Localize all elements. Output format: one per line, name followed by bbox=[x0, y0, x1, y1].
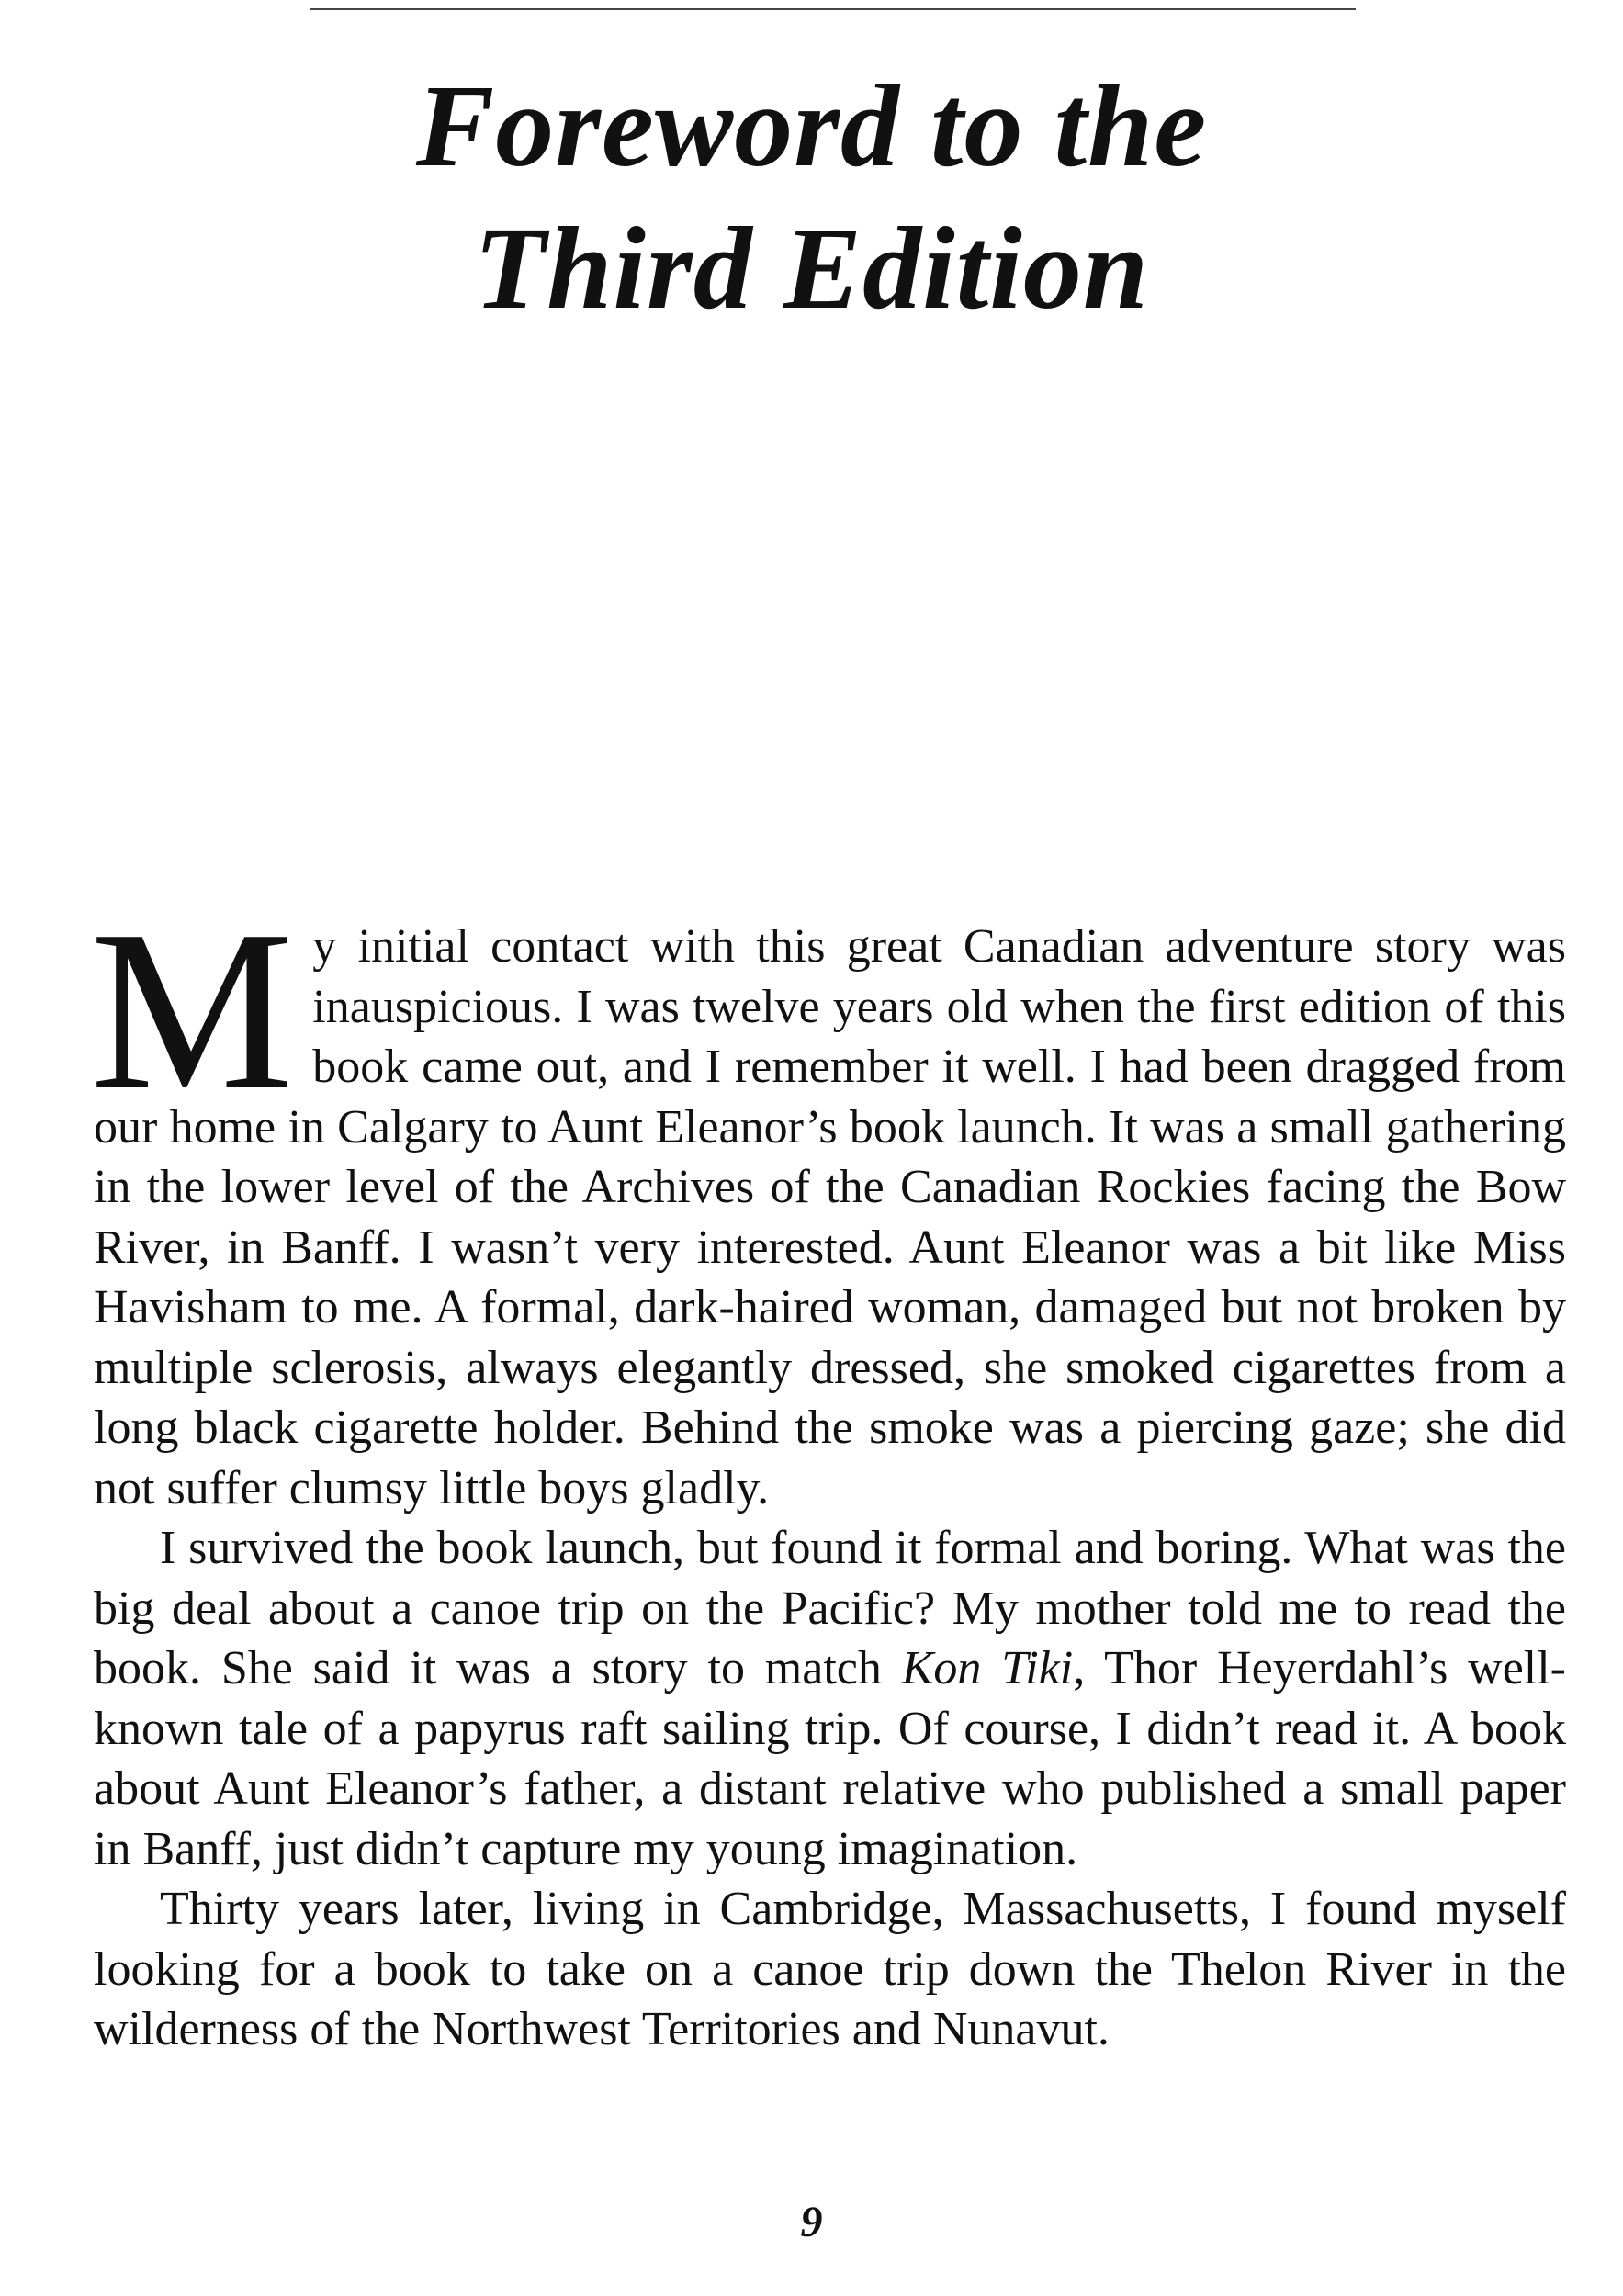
chapter-title-line-1: Foreword to the bbox=[415, 61, 1208, 191]
chapter-title bbox=[184, 55, 1439, 340]
book-title-kon-tiki: Kon Tiki bbox=[901, 1642, 1074, 1694]
body-text bbox=[90, 884, 1566, 2060]
paragraph-2-text-start: I survived the book launch, but found it formal and boring. What was the big deal about a canoe trip on the Pacific? My mother told me to read the book. She said it was a story to match bbox=[94, 1522, 1566, 1694]
page-number: 9 bbox=[800, 2198, 823, 2246]
paragraph-1 bbox=[90, 884, 1566, 1518]
paragraph-2-text-end: , Thor Heyerdahl’s well-known tale of a papyrus raft sailing trip. Of course, I didn’t read it. A book about Aunt Eleanor’s father, a distant relative who published a small paper in Banff, just didn’t capture my young imagination. bbox=[94, 1642, 1566, 1875]
header-rule bbox=[310, 8, 1356, 10]
paragraph-3-text: Thirty years later, living in Cambridge, Massachusetts, I found myself looking for a book to take on a canoe trip down the Thelon River in the wilderness of the Northwest Territories and Nunavut. bbox=[94, 1883, 1566, 2055]
drop-cap: M bbox=[90, 884, 295, 1138]
chapter-title-line-2: Third Edition bbox=[474, 203, 1149, 333]
paragraph-2 bbox=[94, 1518, 1566, 1879]
paragraph-3 bbox=[94, 1879, 1566, 2060]
paragraph-1-text: y initial contact with this great Canadian adventure story was inauspicious. I was twelve years old when the first edition of this book came out, and I remember it well. I had been dragged from our home in Calgary to Aunt Eleanor’s book launch. It was a small gathering in the lower level of the Archives of the Canadian Rockies facing the Bow River, in Banff. I wasn’t very interested. Aunt Eleanor was a bit like Miss Havisham to me. A formal, dark-haired woman, damaged but not broken by multiple sclerosis, always elegantly dressed, she smoked cigarettes from a long black cigarette holder. Behind the smoke was a piercing gaze; she did not suffer clumsy little boys gladly. bbox=[94, 920, 1566, 1514]
